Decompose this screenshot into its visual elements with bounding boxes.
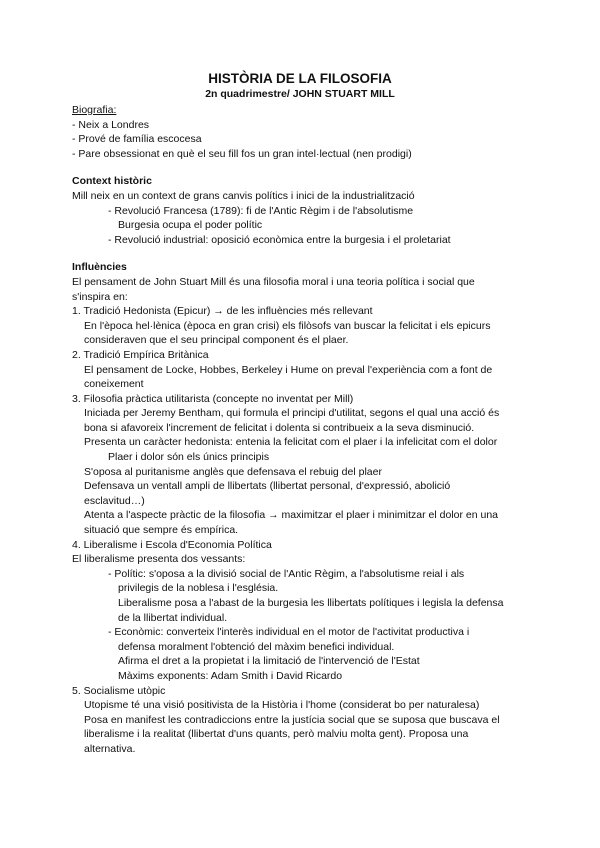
numbered-item-title: 2. Tradició Empírica Britànica bbox=[72, 348, 209, 361]
paragraph: El pensament de John Stuart Mill és una filosofia moral i una teoria política i social que bbox=[72, 275, 475, 288]
list-item-continuation: Afirma el dret a la propietat i la limitació de l'intervenció de l'Estat bbox=[118, 655, 420, 668]
numbered-item-title: 3. Filosofia pràctica utilitarista (concepte no inventat per Mill) bbox=[72, 392, 354, 405]
section-heading-biografia: Biografia: bbox=[72, 104, 117, 116]
paragraph: El liberalisme presenta dos vessants: bbox=[72, 553, 246, 566]
list-item: - Polític: s'oposa a la divisió social de l'Antic Règim, a l'absolutisme reial i als bbox=[108, 567, 465, 580]
paragraph: S'oposa al puritanisme anglès que defensava el rebuig del plaer bbox=[84, 465, 382, 478]
numbered-item-title: 5. Socialisme utòpic bbox=[72, 684, 166, 697]
document-title: HISTÒRIA DE LA FILOSOFIA bbox=[208, 71, 392, 86]
list-item-continuation: defensa moralment l'obtenció del màxim benefici individual. bbox=[118, 640, 395, 653]
paragraph: Iniciada per Jeremy Bentham, qui formula el principi d'utilitat, segons el qual una acció és bbox=[84, 407, 500, 420]
list-item-continuation: privilegis de la noblesa i l'església. bbox=[118, 582, 279, 595]
paragraph: Defensava un ventall ampli de llibertats (llibertat personal, d'expressió, abolició bbox=[84, 480, 451, 493]
paragraph: Plaer i dolor són els únics principis bbox=[108, 451, 270, 464]
section-heading-context: Context històric bbox=[72, 175, 152, 188]
list-item: - Econòmic: converteix l'interès individual en el motor de l'activitat productiva i bbox=[108, 626, 470, 639]
section-influencies bbox=[72, 260, 544, 756]
paragraph: Presenta un caràcter hedonista: entenia la felicitat com el plaer i la infelicitat com el dolor bbox=[84, 436, 498, 449]
list-item-continuation: Burgesia ocupa el poder polític bbox=[118, 219, 263, 232]
paragraph: El pensament de Locke, Hobbes, Berkeley i Hume on preval l'experiència com a font de bbox=[84, 363, 493, 376]
list-item: - Pare obsessionat en què el seu fill fos un gran intel·lectual (nen prodigi) bbox=[72, 147, 412, 160]
section-heading-influencies: Influències bbox=[72, 261, 127, 274]
list-item-continuation: Màxims exponents: Adam Smith i David Ricardo bbox=[118, 669, 343, 682]
document-subtitle: 2n quadrimestre/ JOHN STUART MILL bbox=[205, 88, 395, 100]
paragraph: consideraven que el seu principal component és el plaer. bbox=[84, 334, 349, 347]
paragraph: bona si afavoreix l'increment de felicitat i dolenta si contribueix a la seva disminució. bbox=[84, 421, 475, 434]
paragraph: esclavitud…) bbox=[84, 494, 145, 507]
paragraph: s'inspira en: bbox=[72, 290, 128, 303]
list-item-continuation: de la llibertat individual. bbox=[118, 611, 228, 624]
paragraph: En l'època hel·lènica (època en gran crisi) els filòsofs van buscar la felicitat i els epicurs bbox=[84, 319, 491, 332]
list-item: - Neix a Londres bbox=[72, 118, 150, 131]
list-item-continuation: Liberalisme posa a l'abast de la burgesia les llibertats polítiques i legisla la defensa bbox=[118, 597, 504, 609]
numbered-item-title: 1. Tradició Hedonista (Epicur) → de les influències més rellevant bbox=[72, 305, 373, 318]
paragraph: liberalisme i la realitat (llibertat d'uns quants, però malviu molta gent). Proposa una bbox=[84, 728, 469, 741]
paragraph: Mill neix en un context de grans canvis polítics i inici de la industrialització bbox=[72, 189, 415, 202]
paragraph: Utopisme té una visió positivista de la Història i l'home (considerat bo per naturalesa) bbox=[84, 699, 480, 712]
list-item: - Revolució Francesa (1789): fi de l'Antic Règim i de l'absolutisme bbox=[108, 204, 414, 217]
paragraph: Posa en manifest les contradiccions entre la justícia social que se suposa que buscava el bbox=[84, 713, 500, 726]
list-item: - Prové de família escocesa bbox=[72, 133, 202, 146]
section-biografia bbox=[72, 103, 544, 161]
paragraph: situació que sempre és empírica. bbox=[84, 524, 239, 537]
list-item: - Revolució industrial: oposició econòmica entre la burgesia i el proletariat bbox=[108, 233, 451, 246]
paragraph: alternativa. bbox=[84, 742, 136, 755]
paragraph: Atenta a l'aspecte pràctic de la filosofia → maximitzar el plaer i minimitzar el dolor en una bbox=[84, 509, 499, 522]
paragraph: coneixement bbox=[84, 378, 144, 391]
numbered-item-title: 4. Liberalisme i Escola d'Economia Política bbox=[72, 538, 272, 551]
section-context bbox=[72, 174, 544, 247]
